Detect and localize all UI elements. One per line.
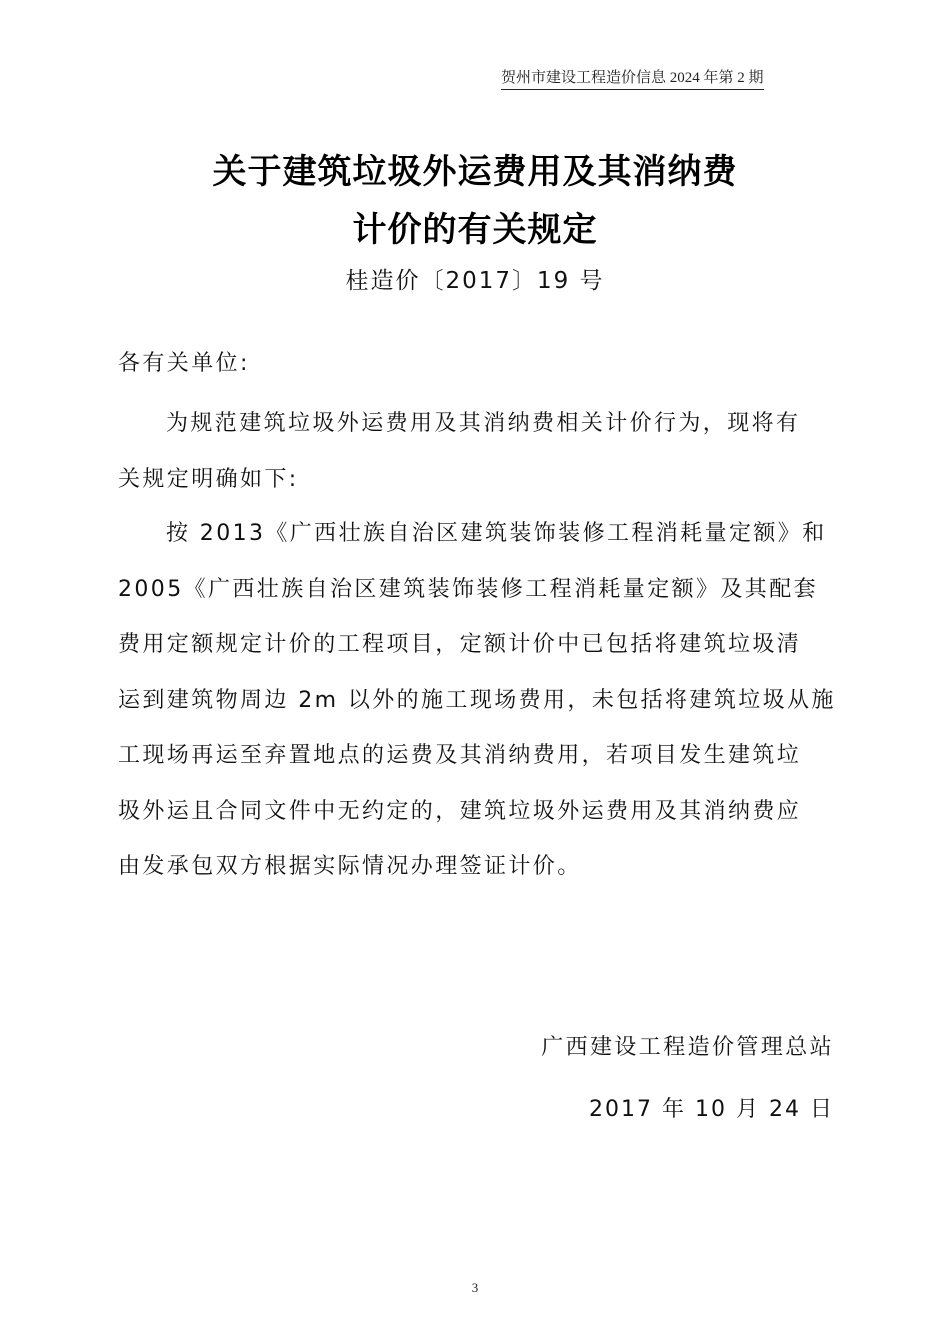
paragraph-line: 圾外运且合同文件中无约定的，建筑垃圾外运费用及其消纳费应 — [118, 798, 802, 824]
document-title-line-2: 计价的有关规定 — [352, 210, 598, 250]
document-number: 桂造价〔2017〕19 号 — [345, 268, 605, 294]
page-number: 3 — [471, 1280, 479, 1295]
paragraph-intro — [118, 396, 834, 507]
salutation: 各有关单位: — [118, 351, 250, 376]
paragraph-line: 按 2013《广西壮族自治区建筑装饰装修工程消耗量定额》和 — [166, 521, 827, 546]
paragraph-line: 关规定明确如下: — [118, 466, 299, 492]
paragraph-line: 为规范建筑垃圾外运费用及其消纳费相关计价行为，现将有 — [166, 411, 801, 436]
document-title-line-1: 关于建筑垃圾外运费用及其消纳费 — [212, 152, 738, 192]
paragraph-provision — [118, 506, 834, 895]
running-header: 贺州市建设工程造价信息 2024 年第 2 期 — [501, 68, 764, 90]
signature-organization: 广西建设工程造价管理总站 — [541, 1035, 834, 1060]
paragraph-line: 费用定额规定计价的工程项目，定额计价中已包括将建筑垃圾清 — [118, 632, 802, 657]
paragraph-line: 工现场再运至弃置地点的运费及其消纳费用，若项目发生建筑垃 — [118, 743, 802, 768]
paragraph-line: 由发承包双方根据实际情况办理签证计价。 — [118, 854, 582, 879]
paragraph-line: 2005《广西壮族自治区建筑装饰装修工程消耗量定额》及其配套 — [118, 576, 818, 602]
signature-date: 2017 年 10 月 24 日 — [589, 1097, 834, 1122]
paragraph-line: 运到建筑物周边 2m 以外的施工现场费用，未包括将建筑垃圾从施 — [118, 687, 836, 713]
